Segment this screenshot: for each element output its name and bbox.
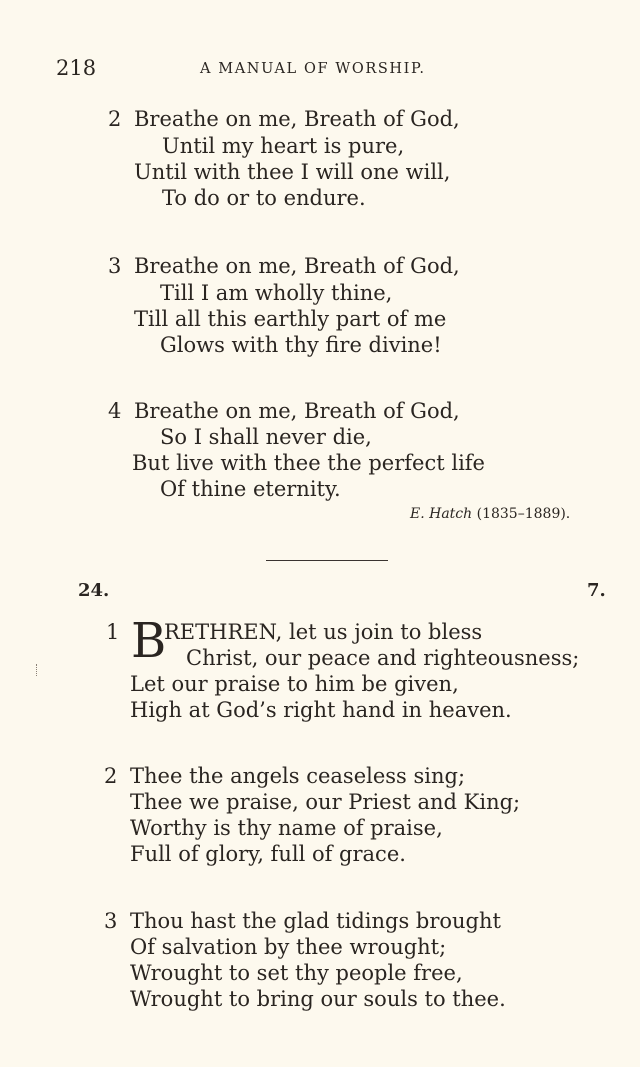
- verse-line: High at God’s right hand in heaven.: [130, 698, 512, 722]
- verse-line: Breathe on me, Breath of God,: [134, 107, 460, 131]
- verse-line: Of salvation by thee wrought;: [130, 935, 447, 959]
- verse-line: RETHREN, let us join to bless: [164, 620, 483, 644]
- hymn-meter: 7.: [587, 580, 606, 601]
- hymn-attribution: [410, 506, 570, 522]
- verse-line: Of thine eternity.: [160, 477, 341, 501]
- hymn-number: 24.: [78, 580, 110, 601]
- verse-line: So I shall never die,: [160, 425, 372, 449]
- verse-line: Until with thee I will one will,: [134, 160, 451, 184]
- verse-line: Thou hast the glad tidings brought: [130, 909, 501, 933]
- attribution-author: E. Hatch: [410, 506, 473, 522]
- verse-line: Till I am wholly thine,: [160, 281, 393, 305]
- verse-line: But live with thee the perfect life: [132, 451, 485, 475]
- verse-line: To do or to endure.: [162, 186, 366, 210]
- stanza-number: 1: [106, 620, 120, 644]
- drop-cap: B: [131, 613, 167, 669]
- verse-line: Breathe on me, Breath of God,: [134, 399, 460, 423]
- running-title: A MANUAL OF WORSHIP.: [200, 61, 426, 77]
- verse-line: Christ, our peace and righteousness;: [186, 646, 580, 670]
- verse-line: Breathe on me, Breath of God,: [134, 254, 460, 278]
- verse-line: Thee the angels ceaseless sing;: [130, 764, 466, 788]
- running-head: [0, 56, 640, 82]
- page-number: 218: [56, 56, 97, 80]
- attribution-dates: (1835–1889).: [476, 506, 571, 522]
- verse-line: Thee we praise, our Priest and King;: [130, 790, 521, 814]
- verse-line: Let our praise to him be given,: [130, 672, 459, 696]
- stanza-number: 3: [108, 254, 122, 278]
- margin-mark: [36, 664, 39, 676]
- stanza-number: 3: [104, 909, 118, 933]
- verse-line: Worthy is thy name of praise,: [130, 816, 443, 840]
- verse-line: Till all this earthly part of me: [134, 307, 447, 331]
- section-divider: [266, 560, 388, 561]
- stanza-number: 2: [108, 107, 122, 131]
- verse-line: Glows with thy fire divine!: [160, 333, 442, 357]
- verse-line: Wrought to bring our souls to thee.: [130, 987, 506, 1011]
- verse-line: Until my heart is pure,: [162, 134, 405, 158]
- stanza-number: 4: [108, 399, 122, 423]
- verse-line: Full of glory, full of grace.: [130, 842, 406, 866]
- verse-line: Wrought to set thy people free,: [130, 961, 463, 985]
- stanza-number: 2: [104, 764, 118, 788]
